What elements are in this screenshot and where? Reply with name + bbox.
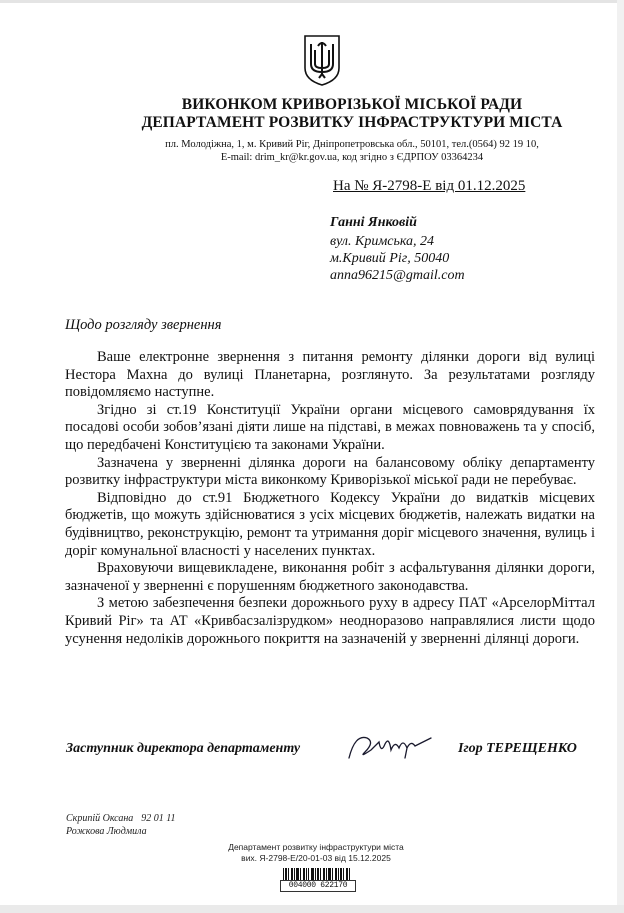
recipient-email: anna96215@gmail.com	[330, 268, 465, 283]
org-name-line2: ДЕПАРТАМЕНТ РОЗВИТКУ ІНФРАСТРУКТУРИ МІСТА	[141, 114, 563, 131]
body-paragraph: Враховуючи вищевикладене, виконання робіт з асфальтування ділянки дороги, зазначеної у зверненні є порушенням бюджетного законодавства.	[65, 560, 595, 594]
signatory-title: Заступник директора департаменту	[66, 741, 301, 756]
registration-dept: Департамент розвитку інфраструктури міста	[228, 842, 404, 852]
outgoing-reference: На № Я-2798-Е від 01.12.2025	[333, 178, 526, 194]
page-edge-top	[0, 0, 624, 3]
barcode-number: 004000 622170	[280, 880, 356, 892]
body-paragraph: Відповідно до ст.91 Бюджетного Кодексу України до видатків місцевих бюджетів, що можуть здійснюватися з усіх місцевих бюджетів, належать видатки на будівництво, реконструкцію, ремонт та утримання доріг місцевого значення, вулиць і доріг комунальної власності у населених пунктах.	[65, 489, 595, 559]
page-edge-right	[617, 0, 624, 913]
registration-stamp	[222, 842, 410, 864]
letter-body	[65, 349, 595, 648]
executor-name: Скрипій Оксана	[66, 813, 134, 824]
body-paragraph: Зазначена у зверненні ділянка дороги на балансовому обліку департаменту розвитку інфраструктури міста виконкому Криворізької міської ради не перебуває.	[65, 454, 595, 489]
recipient-street: вул. Кримська, 24	[330, 234, 435, 249]
recipient-city: м.Кривий Ріг, 50040	[330, 251, 450, 266]
trident-coat-of-arms-icon	[303, 34, 341, 86]
body-paragraph: Ваше електронне звернення з питання ремонту ділянки дороги від вулиці Нестора Махна до вулиці Планетарна, розглянуто. За результатами розгляду повідомляємо наступне.	[65, 349, 595, 401]
org-name-line1: ВИКОНКОМ КРИВОРІЗЬКОЇ МІСЬКОЇ РАДИ	[181, 96, 523, 113]
executor-line1	[66, 813, 176, 824]
page-edge-bottom	[0, 905, 624, 913]
signatory-name: Ігор ТЕРЕЩЕНКО	[458, 741, 577, 756]
body-paragraph: З метою забезпечення безпеки дорожнього руху в адресу ПАТ «АрселорМіттал Кривий Ріг» та АТ «Кривбасзалізрудком» неодноразово направлялися листи щодо усунення недоліків дорожнього покриття на зазначеній у зверненні ділянці дороги.	[65, 595, 595, 647]
body-paragraph: Згідно зі ст.19 Конституції України органи місцевого самоврядування їх посадові особи зобов’язані діяти лише на підставі, в межах повноважень та у спосіб, що передбачені Конституцією та законами України.	[65, 401, 595, 453]
executor-phone: 92 01 11	[141, 813, 176, 824]
org-contacts: E-mail: drim_kr@kr.gov.ua, код згідно з ЄДРПОУ 03364234	[220, 152, 484, 163]
letter-subject: Щодо розгляду звернення	[65, 317, 222, 333]
executor-line2: Рожкова Людмила	[66, 826, 147, 837]
org-address: пл. Молодіжна, 1, м. Кривий Ріг, Дніпропетровська обл., 50101, тел.(0564) 92 19 10,	[165, 139, 539, 150]
registration-number: вих. Я-2798-Е/20-01-03 від 15.12.2025	[241, 853, 391, 863]
recipient-name: Ганні Янковій	[330, 215, 417, 230]
handwritten-signature	[345, 728, 445, 764]
